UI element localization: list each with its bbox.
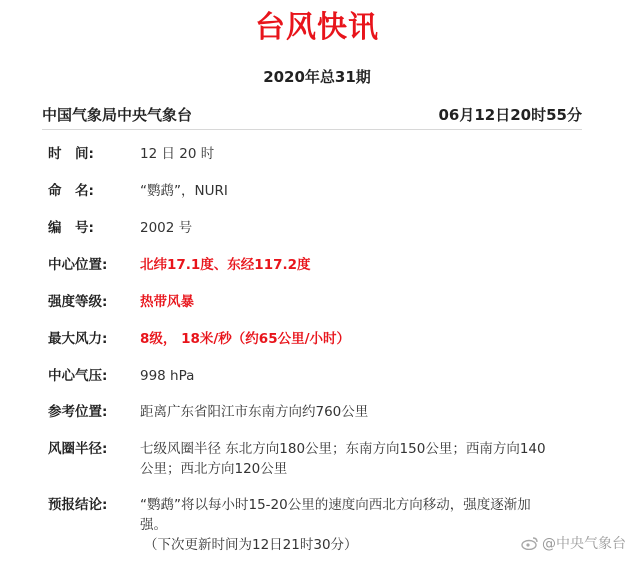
row-label: 强度等级:: [48, 294, 108, 310]
row-value: 998 hPa: [140, 368, 195, 384]
row-label: 编 号:: [48, 220, 94, 236]
row-value-line: 七级风圈半径 东北方向180公里；东南方向150公里；西南方向140: [140, 441, 546, 457]
row-label: 命 名:: [48, 183, 94, 199]
row-value: “鹦鹉”，NURI: [140, 183, 228, 199]
header-divider: [42, 129, 582, 130]
weibo-watermark: [521, 533, 626, 553]
page-title: 台风快讯: [255, 10, 379, 45]
row-value-line: “鹦鹉”将以每小时15-20公里的速度向西北方向移动，强度逐渐加: [140, 497, 531, 513]
row-value-line: 强。: [140, 517, 167, 533]
row-label: 参考位置:: [48, 404, 108, 420]
weibo-icon: [521, 536, 539, 550]
row-label: 风圈半径:: [48, 441, 108, 457]
row-value: 8级， 18米/秒（约65公里/小时）: [140, 331, 351, 347]
row-value-line: 公里；西北方向120公里: [140, 461, 288, 477]
row-value: 距离广东省阳江市东南方向约760公里: [140, 404, 369, 420]
row-value: [140, 439, 590, 479]
row-value: 2002 号: [140, 220, 193, 236]
row-value: 热带风暴: [140, 294, 194, 310]
row-label: 时 间:: [48, 146, 94, 162]
row-value: 12 日 20 时: [140, 146, 215, 162]
row-label: 中心气压:: [48, 368, 108, 384]
watermark-text: @中央气象台: [542, 536, 626, 552]
issue-datetime: 06月12日20时55分: [438, 106, 582, 124]
row-label: 预报结论:: [48, 497, 108, 513]
row-label: 最大风力:: [48, 331, 108, 347]
next-update-note: （下次更新时间为12日21时30分）: [144, 537, 358, 553]
agency-name: 中国气象局中央气象台: [42, 106, 193, 124]
row-value: 北纬17.1度、东经117.2度: [140, 257, 311, 273]
row-label: 中心位置:: [48, 257, 108, 273]
issue-number: 2020年总31期: [263, 68, 371, 86]
